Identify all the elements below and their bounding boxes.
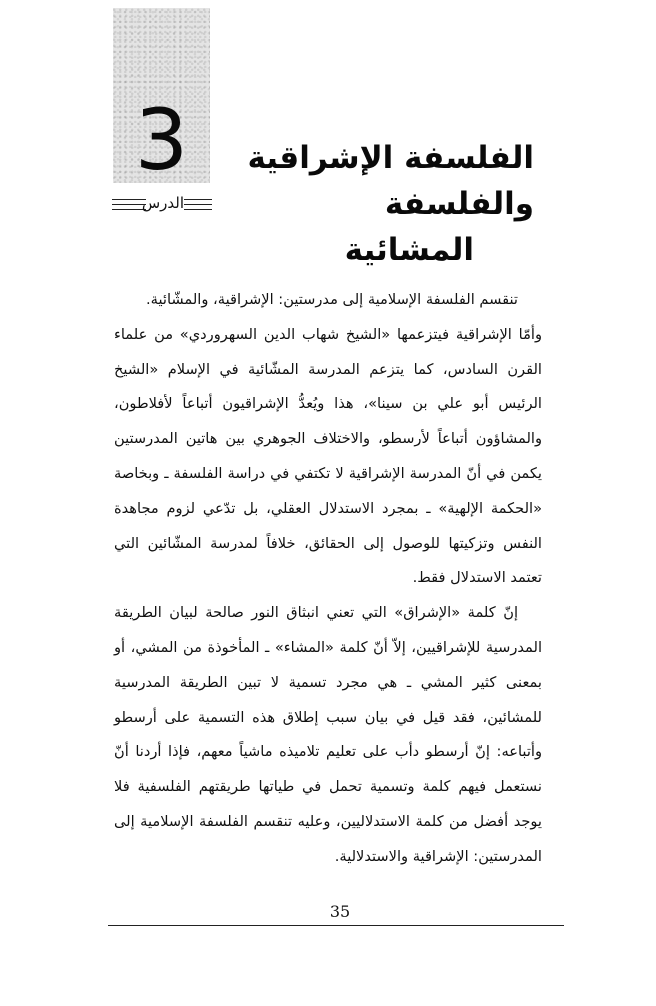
chapter-title [234, 135, 534, 273]
body-text [114, 283, 542, 875]
page-number: 35 [329, 902, 351, 921]
footer-rule [108, 925, 564, 926]
paragraph-1: تنقسم الفلسفة الإسلامية إلى مدرستين: الإشراقية، والمشّائية. [146, 291, 518, 308]
chapter-number: 3 [134, 91, 189, 189]
chapter-title-line1: الفلسفة الإشراقية والفلسفة [247, 140, 534, 222]
lesson-label [112, 194, 212, 216]
paragraph-3: إنّ كلمة «الإشراق» التي تعني انبثاق النور صالحة لبيان الطريقة المدرسية للإشراقيين، إلاّ أنّ كلمة «المشاء» ـ المأخوذة من المشي، أو بمعنى كثير المشي ـ هي مجرد تسمية لا تبين الطريقة المدرسية للمشائين، فقد قيل في بيان سبب إطلاق هذه التسمية على أرسطو وأتباعه: إنّ أرسطو دأب على تعليم تلاميذه ماشياً معهم، فإذا أردنا أنّ نستعمل فيهم كلمة وتسمية تحمل في طياتها طريقتهم الفلسفية فلا يوجد أفضل من كلمة الاستدلاليين، وعليه تنقسم الفلسفة الإسلامية إلى المدرستين: الإشراقية والاستدلالية. [114, 604, 542, 865]
chapter-title-line2: المشائية [344, 232, 474, 268]
lesson-word: الدرس [141, 194, 184, 212]
paragraph-2: وأمّا الإشراقية فيتزعمها «الشيخ شهاب الدين السهروردي» من علماء القرن السادس، كما يتزعم المدرسة المشّائية في الإسلام «الشيخ الرئيس أبو علي بن سينا»، هذا ويُعدُّ الإشراقيون أتباعاً لأفلاطون، والمشاؤون أتباعاً لأرسطو، والاختلاف الجوهري بين هاتين المدرستين يكمن في أنّ المدرسة الإشراقية لا تكتفي في دراسة الفلسفة ـ وبخاصة «الحكمة الإلهية» ـ بمجرد الاستدلال العقلي، بل تدّعي لزوم مجاهدة النفس وتزكيتها للوصول إلى الحقائق، خلافاً لمدرسة المشّائين التي تعتمد الاستدلال فقط. [114, 325, 542, 587]
